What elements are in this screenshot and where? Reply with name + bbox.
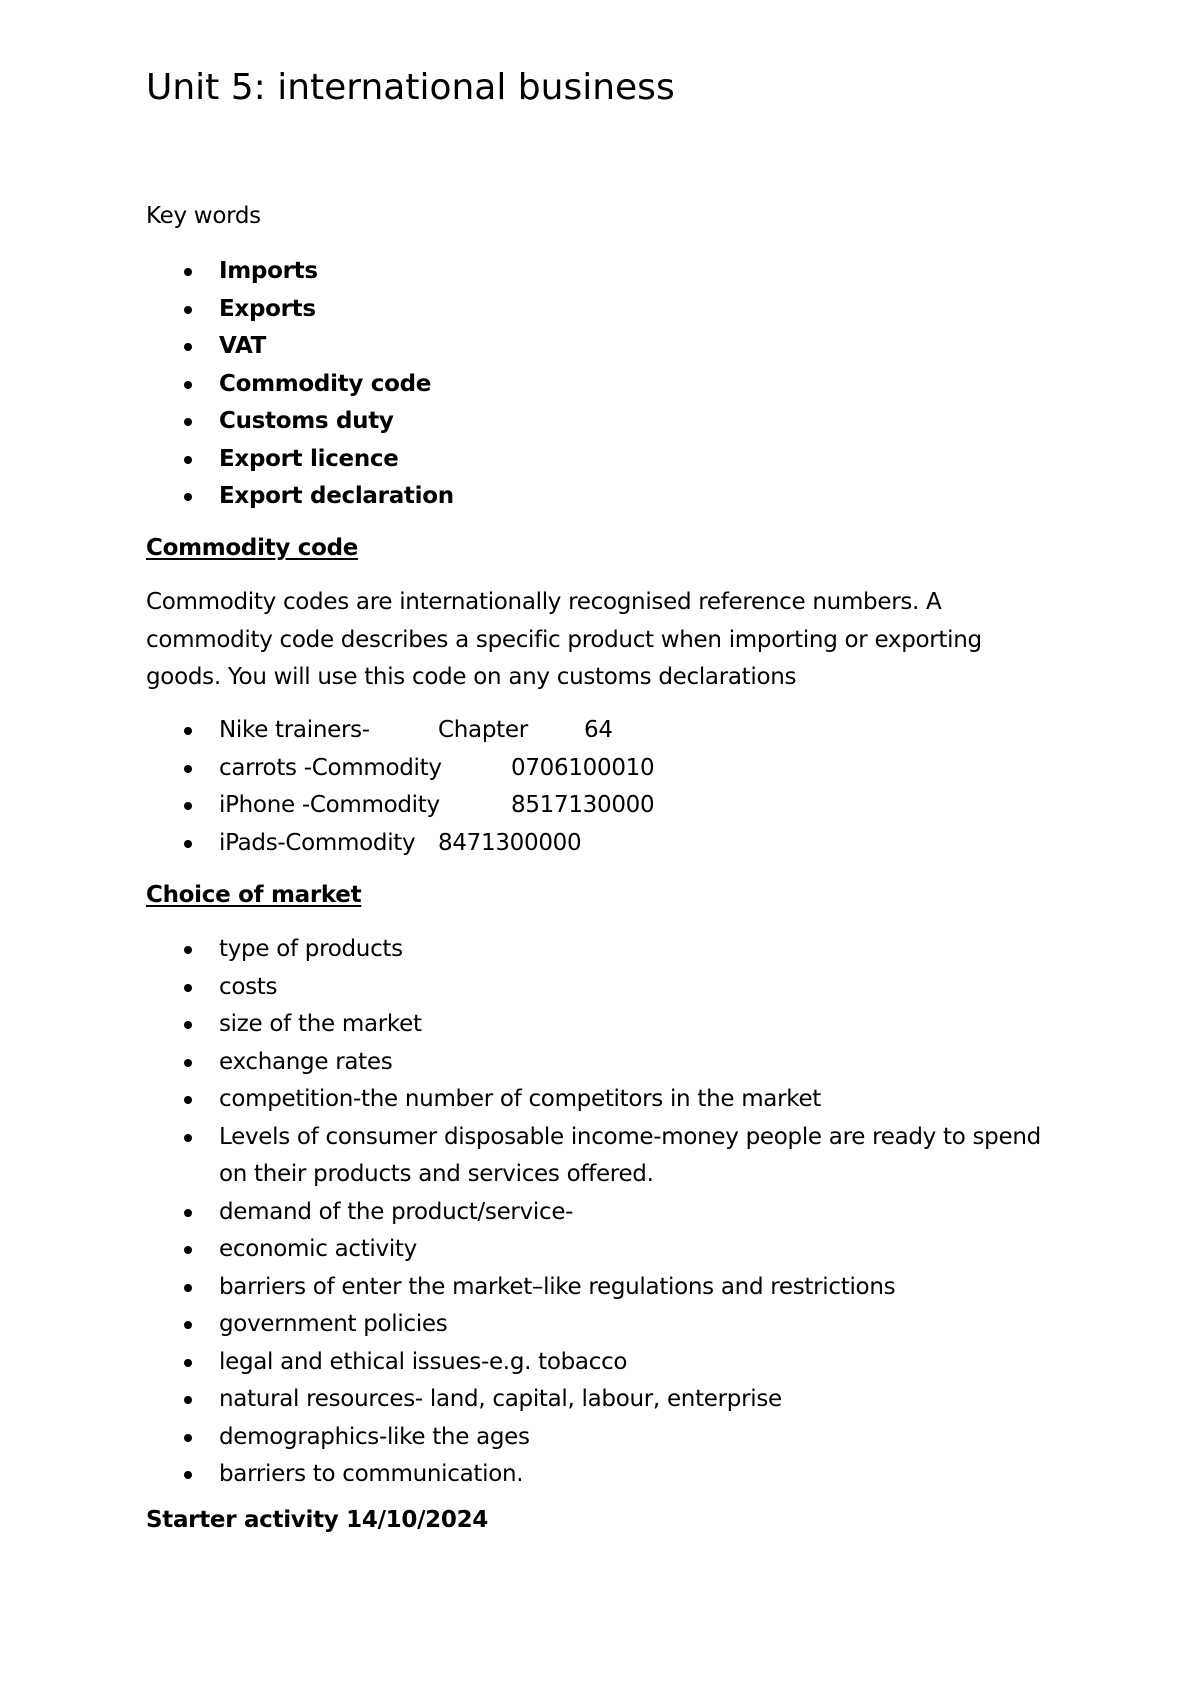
paragraph-line: commodity code describes a specific product when importing or exporting	[146, 626, 982, 653]
list-item: barriers of enter the market–like regulations and restrictions	[146, 1269, 1041, 1307]
bullet-icon	[184, 1246, 192, 1254]
list-item: Exports	[146, 291, 454, 329]
example-label: iPhone -Commodity	[219, 792, 440, 818]
bullet-icon	[184, 802, 192, 810]
example-label: iPads-Commodity	[219, 829, 416, 856]
bullet-icon	[184, 984, 192, 992]
bullet-icon	[184, 1434, 192, 1442]
example-label: carrots -Commodity	[219, 754, 442, 781]
bullet-icon	[184, 1059, 192, 1067]
list-item: type of products	[146, 931, 1041, 969]
list-item: size of the market	[146, 1006, 1041, 1044]
key-words-list-block	[146, 253, 454, 516]
bullet-icon	[184, 1284, 192, 1292]
list-item: demographics-like the ages	[146, 1419, 1041, 1457]
commodity-code-paragraph	[146, 584, 1026, 697]
list-item	[146, 825, 654, 863]
bullet-icon	[184, 1396, 192, 1404]
bullet-icon	[184, 727, 192, 735]
list-item: legal and ethical issues-e.g. tobacco	[146, 1344, 1041, 1382]
bullet-icon	[184, 381, 192, 389]
list-item: government policies	[146, 1306, 1041, 1344]
page-title: Unit 5: international business	[146, 67, 675, 108]
list-item: Levels of consumer disposable income-money people are ready to spend	[146, 1119, 1041, 1157]
list-item: Export declaration	[146, 478, 454, 516]
key-words-heading: Key words	[146, 203, 261, 229]
list-item: competition-the number of competitors in the market	[146, 1081, 1041, 1119]
list-item	[146, 712, 654, 750]
example-code: 8471300000	[438, 829, 582, 856]
bullet-icon	[184, 1096, 192, 1104]
paragraph-line: Commodity codes are internationally recognised reference numbers. A	[146, 589, 942, 615]
example-label: Nike trainers-	[219, 717, 370, 743]
list-item: natural resources- land, capital, labour, enterprise	[146, 1381, 1041, 1419]
starter-activity-heading: Starter activity 14/10/2024	[146, 1507, 488, 1533]
bullet-icon	[184, 1134, 192, 1142]
list-item: demand of the product/service-	[146, 1194, 1041, 1232]
key-words-section	[146, 198, 261, 236]
bullet-icon	[184, 306, 192, 314]
bullet-icon	[184, 946, 192, 954]
list-item: Imports	[146, 253, 454, 291]
example-type: Chapter	[438, 717, 528, 743]
bullet-icon	[184, 765, 192, 773]
paragraph-line: goods. You will use this code on any customs declarations	[146, 664, 797, 690]
list-item: Commodity code	[146, 366, 454, 404]
list-item: costs	[146, 969, 1041, 1007]
commodity-examples-list	[146, 712, 654, 862]
list-item: Customs duty	[146, 403, 454, 441]
bullet-icon	[184, 1021, 192, 1029]
bullet-icon	[184, 1359, 192, 1367]
bullet-icon	[184, 1209, 192, 1217]
list-item: VAT	[146, 328, 454, 366]
bullet-icon	[184, 1471, 192, 1479]
choice-of-market-block	[146, 931, 1041, 1494]
bullet-icon	[184, 456, 192, 464]
bullet-icon	[184, 1321, 192, 1329]
list-item: economic activity	[146, 1231, 1041, 1269]
list-item-continuation: on their products and services offered.	[219, 1161, 654, 1187]
commodity-code-heading: Commodity code	[146, 535, 359, 561]
list-item	[146, 787, 654, 825]
list-item: barriers to communication.	[146, 1456, 1041, 1494]
example-code: 64	[584, 717, 613, 743]
commodity-examples-block	[146, 712, 654, 862]
list-item: Export licence	[146, 441, 454, 479]
bullet-icon	[184, 268, 192, 276]
choice-of-market-list	[146, 931, 1041, 1494]
bullet-icon	[184, 840, 192, 848]
bullet-icon	[184, 343, 192, 351]
bullet-icon	[184, 493, 192, 501]
bullet-icon	[184, 418, 192, 426]
list-item: exchange rates	[146, 1044, 1041, 1082]
list-item	[146, 750, 654, 788]
key-words-list	[146, 253, 454, 516]
example-code: 0706100010	[511, 754, 655, 781]
choice-of-market-heading: Choice of market	[146, 882, 362, 908]
example-code: 8517130000	[511, 792, 655, 818]
